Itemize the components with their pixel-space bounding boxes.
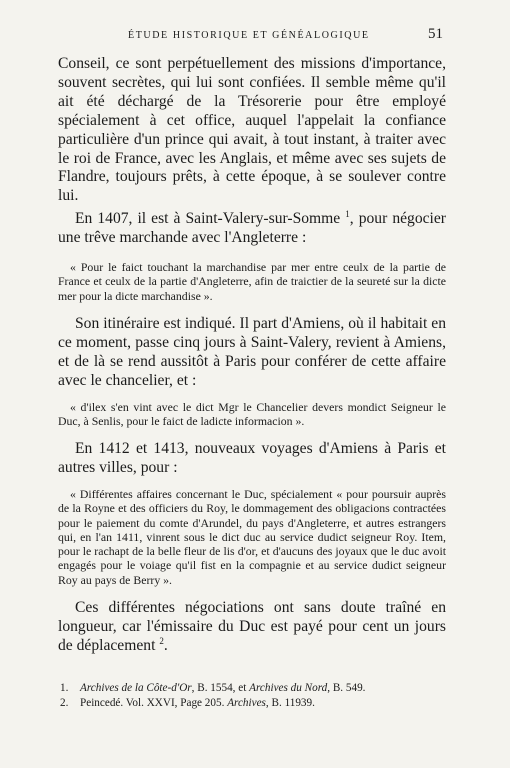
footnote-1 <box>60 681 446 696</box>
footnote-1-number: 1. <box>60 682 69 694</box>
page-number: 51 <box>428 26 443 42</box>
body-text <box>58 55 446 656</box>
footnote-2-text <box>80 696 315 711</box>
running-title: ÉTUDE HISTORIQUE ET GÉNÉALOGIQUE <box>128 30 370 41</box>
quotation-3: « Différentes affaires concernant le Duc, spécialement « pour poursuir auprès de la Royne et des officiers du Roy, le dommagement des obligacions contractées pour le paiement du comte d'Arundel, du pays d'Angleterre, et autres estrangers qui, en l'an 1411, vinrent sous le dict duc au service dudict seigneur Roy. Item, pour le rachapt de la belle fleur de lis d'or, et d'aucuns des joyaux que le duc avoit engagés pour le voiage qu'il fist en la compagnie et au service dudict seigneur Roy au pays de Berry ». <box>58 486 446 587</box>
paragraph-1: Conseil, ce sont perpétuellement des missions d'importance, souvent secrètes, qui lui sont confiées. Il semble même qu'il ait été déchargé de la Trésorerie pour être employé spécialement à cet office, auquel l'appelait la confiance particulière d'un prince qui avait, à tout instant, à traiter avec le roi de France, avec les Anglais, et même avec ses sujets de Flandre, toujours prêts, à cette époque, à se soulever contre lui. <box>58 55 446 205</box>
footnote-2 <box>60 696 446 711</box>
footnote-2-number: 2. <box>60 697 69 709</box>
paragraph-4: En 1412 et 1413, nouveaux voyages d'Amiens à Paris et autres villes, pour : <box>58 440 446 477</box>
footnote-1-source-cote-dor: Archives de la Côte-d'Or <box>80 682 192 694</box>
paragraph-2-text-start: En 1407, il est à Saint-Valery-sur-Somme <box>75 210 346 228</box>
footnote-2-text-start: Peincedé. Vol. XXVI, Page 205. <box>80 697 228 709</box>
paragraph-5-text-start: Ces différentes négociations ont sans doute traîné en longueur, car l'émissaire du Duc est payé pour cent un jours de déplacement <box>58 599 446 654</box>
footnote-2-text-end: , B. 11939. <box>265 697 315 709</box>
footnote-ref-1: 1 <box>345 209 350 220</box>
paragraph-3: Son itinéraire est indiqué. Il part d'Amiens, où il habitait en ce moment, passe cinq jours à Saint-Valery, revient à Amiens, et de là se rend aussitôt à Paris pour conférer de cette affaire avec le chancelier, et : <box>58 314 446 389</box>
paragraph-2 <box>58 210 446 248</box>
footnote-1-text <box>80 681 365 696</box>
footnote-2-source-archives: Archives <box>227 697 266 709</box>
paragraph-5 <box>58 599 446 656</box>
footnote-1-source-nord: Archives du Nord <box>249 682 328 694</box>
paragraph-5-text-end: . <box>163 636 168 654</box>
footnote-1-text-mid: , B. 1554, et <box>191 682 250 694</box>
footnote-ref-2: 2 <box>159 635 164 646</box>
footnotes <box>60 681 446 711</box>
paragraph-2-text-end: , pour négocier une trêve marchande avec l'Angleterre : <box>58 210 446 247</box>
quotation-1: « Pour le faict touchant la marchandise par mer entre ceulx de la partie de France et ceulx de la partie d'Angleterre, afin de traictier de la seureté sur la dicte mer pour la dicte marchandise ». <box>58 260 446 303</box>
page-header <box>0 26 510 46</box>
quotation-2: « d'ilex s'en vint avec le dict Mgr le Chancelier devers mondict Seigneur le Duc, à Senlis, pour le faict de ladicte informacion ». <box>58 399 446 428</box>
footnote-1-text-end: , B. 549. <box>327 682 366 694</box>
